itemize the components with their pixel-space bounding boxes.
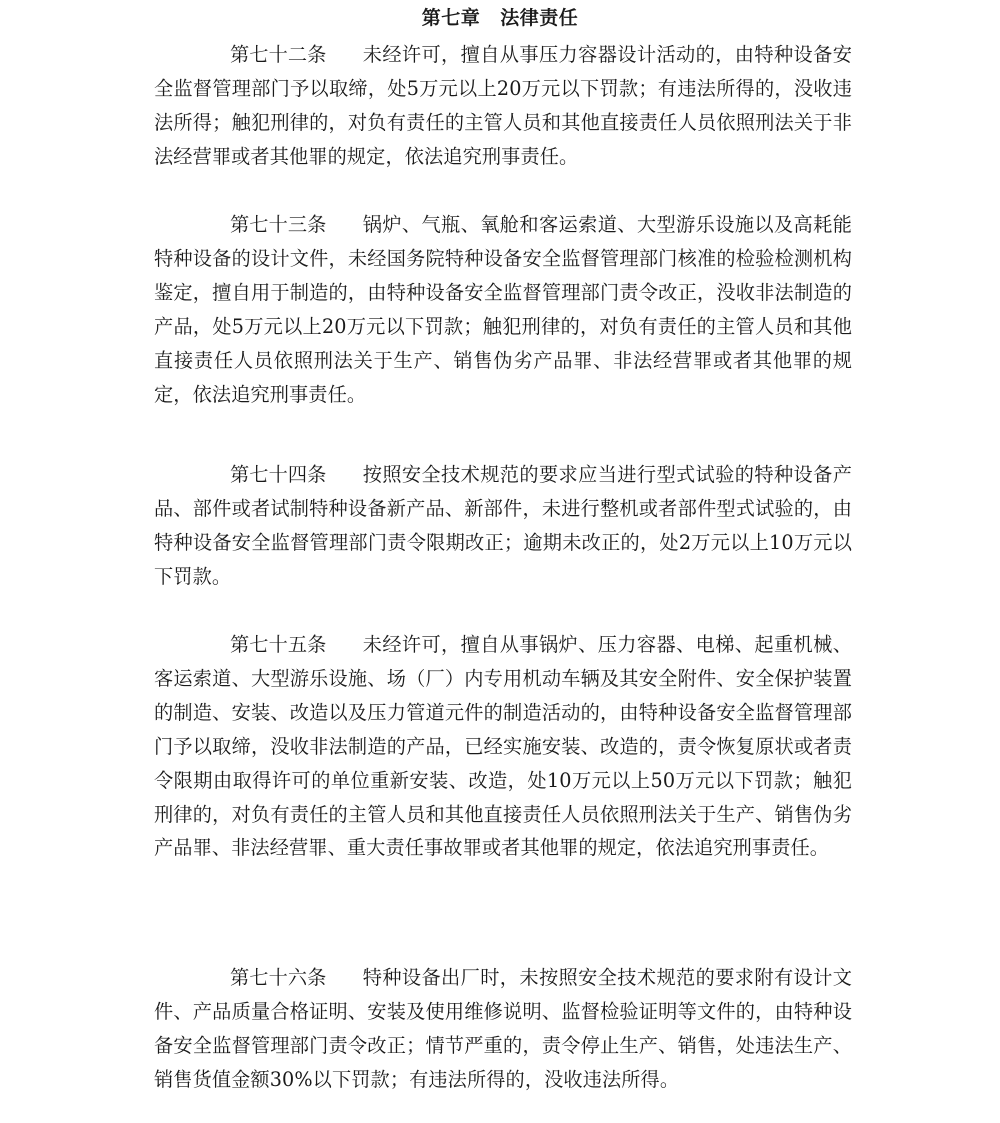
chapter-title: 法律责任 (500, 7, 579, 29)
article-text: 未经许可，擅自从事锅炉、压力容器、电梯、起重机械、客运索道、大型游乐设施、场（厂）内专用机动车辆及其安全附件、安全保护装置的制造、安装、改造以及压力管道元件的制造活动的，由特种设备安全监督管理部门予以取缔，没收非法制造的产品，已经实施安装、改造的，责令恢复原状或者责令限期由取得许可的单位重新安装、改造，处10万元以上50万元以下罚款；触犯刑律的，对负有责任的主管人员和其他直接责任人员依照刑法关于生产、销售伪劣产品罪、非法经营罪、重大责任事故罪或者其他罪的规定，依法追究刑事责任。 (154, 633, 852, 860)
article-number: 第七十六条 (230, 966, 327, 989)
article-number: 第七十四条 (230, 463, 327, 486)
article-75 (154, 628, 852, 865)
article-72 (154, 38, 852, 174)
article-text: 锅炉、气瓶、氧舱和客运索道、大型游乐设施以及高耗能特种设备的设计文件，未经国务院特种设备安全监督管理部门核准的检验检测机构鉴定，擅自用于制造的，由特种设备安全监督管理部门责令改正，没收非法制造的产品，处5万元以上20万元以下罚款；触犯刑律的，对负有责任的主管人员和其他直接责任人员依照刑法关于生产、销售伪劣产品罪、非法经营罪或者其他罪的规定，依法追究刑事责任。 (154, 213, 852, 406)
article-text: 未经许可，擅自从事压力容器设计活动的，由特种设备安全监督管理部门予以取缔，处5万元以上20万元以下罚款；有违法所得的，没收违法所得；触犯刑律的，对负有责任的主管人员和其他直接责任人员依照刑法关于非法经营罪或者其他罪的规定，依法追究刑事责任。 (154, 43, 852, 168)
article-73 (154, 208, 852, 411)
chapter-heading (0, 6, 1000, 30)
article-text: 特种设备出厂时，未按照安全技术规范的要求附有设计文件、产品质量合格证明、安装及使用维修说明、监督检验证明等文件的，由特种设备安全监督管理部门责令改正；情节严重的，责令停止生产、销售，处违法生产、销售货值金额30%以下罚款；有违法所得的，没收违法所得。 (154, 966, 852, 1091)
article-number: 第七十三条 (230, 213, 327, 236)
article-76 (154, 961, 852, 1097)
chapter-number: 第七章 (421, 7, 481, 29)
article-74 (154, 458, 852, 594)
article-number: 第七十五条 (230, 633, 327, 656)
article-number: 第七十二条 (230, 43, 327, 66)
article-text: 按照安全技术规范的要求应当进行型式试验的特种设备产品、部件或者试制特种设备新产品、新部件，未进行整机或者部件型式试验的，由特种设备安全监督管理部门责令限期改正；逾期未改正的，处2万元以上10万元以下罚款。 (154, 463, 852, 588)
